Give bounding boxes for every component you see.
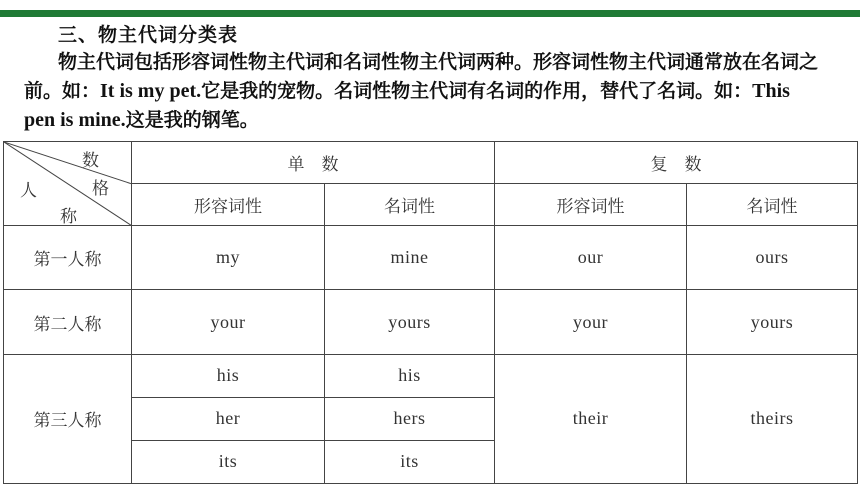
corner-label-person: 人 — [20, 181, 37, 201]
row-label-third: 第三人称 — [4, 354, 132, 483]
corner-label-case: 格 — [92, 179, 109, 199]
row-label-second: 第二人称 — [4, 290, 132, 354]
cell-third-s-adj-she: her — [132, 397, 325, 440]
header-singular-adj: 形容词性 — [132, 184, 325, 226]
corner-header — [4, 142, 132, 226]
cell-third-s-noun-it: its — [325, 440, 495, 483]
header-singular: 单 数 — [132, 142, 495, 184]
cell-second-s-noun: yours — [325, 290, 495, 354]
cell-first-s-adj: my — [132, 226, 325, 290]
header-plural-adj: 形容词性 — [495, 184, 687, 226]
cell-first-p-noun: ours — [687, 226, 858, 290]
header-plural-noun: 名词性 — [687, 184, 858, 226]
header-singular-noun: 名词性 — [325, 184, 495, 226]
intro-paragraph — [24, 48, 824, 135]
example2-en: This pen is mine. — [24, 80, 790, 131]
cell-second-p-noun: yours — [687, 290, 858, 354]
cell-third-p-adj: their — [495, 354, 687, 483]
row-label-first: 第一人称 — [4, 226, 132, 290]
corner-label-number: 数 — [82, 151, 99, 171]
example1-cn: 它是我的宠物。名词性物主代词有名词的作用，替代了名词。如： — [201, 80, 753, 102]
cell-second-s-adj: your — [132, 290, 325, 354]
cell-third-p-noun: theirs — [687, 354, 858, 483]
paragraph-part1: 物主代词包括形容词性物主代词和名词性物主代词两种。形容词性物主代词通常放在名词之前。如： — [24, 51, 819, 102]
corner-label-person2: 称 — [60, 207, 77, 227]
cell-first-s-noun: mine — [325, 226, 495, 290]
cell-third-s-noun-she: hers — [325, 397, 495, 440]
cell-third-s-adj-he: his — [132, 354, 325, 397]
cell-second-p-adj: your — [495, 290, 687, 354]
header-plural: 复 数 — [495, 142, 858, 184]
cell-first-p-adj: our — [495, 226, 687, 290]
example1-en: It is my pet. — [100, 80, 202, 102]
section-heading: 三、物主代词分类表 — [58, 24, 239, 46]
example2-cn: 这是我的钢笔。 — [125, 109, 259, 131]
cell-third-s-noun-he: his — [325, 354, 495, 397]
top-accent-bar — [0, 10, 860, 17]
cell-third-s-adj-it: its — [132, 440, 325, 483]
possessive-pronoun-table — [3, 141, 858, 484]
